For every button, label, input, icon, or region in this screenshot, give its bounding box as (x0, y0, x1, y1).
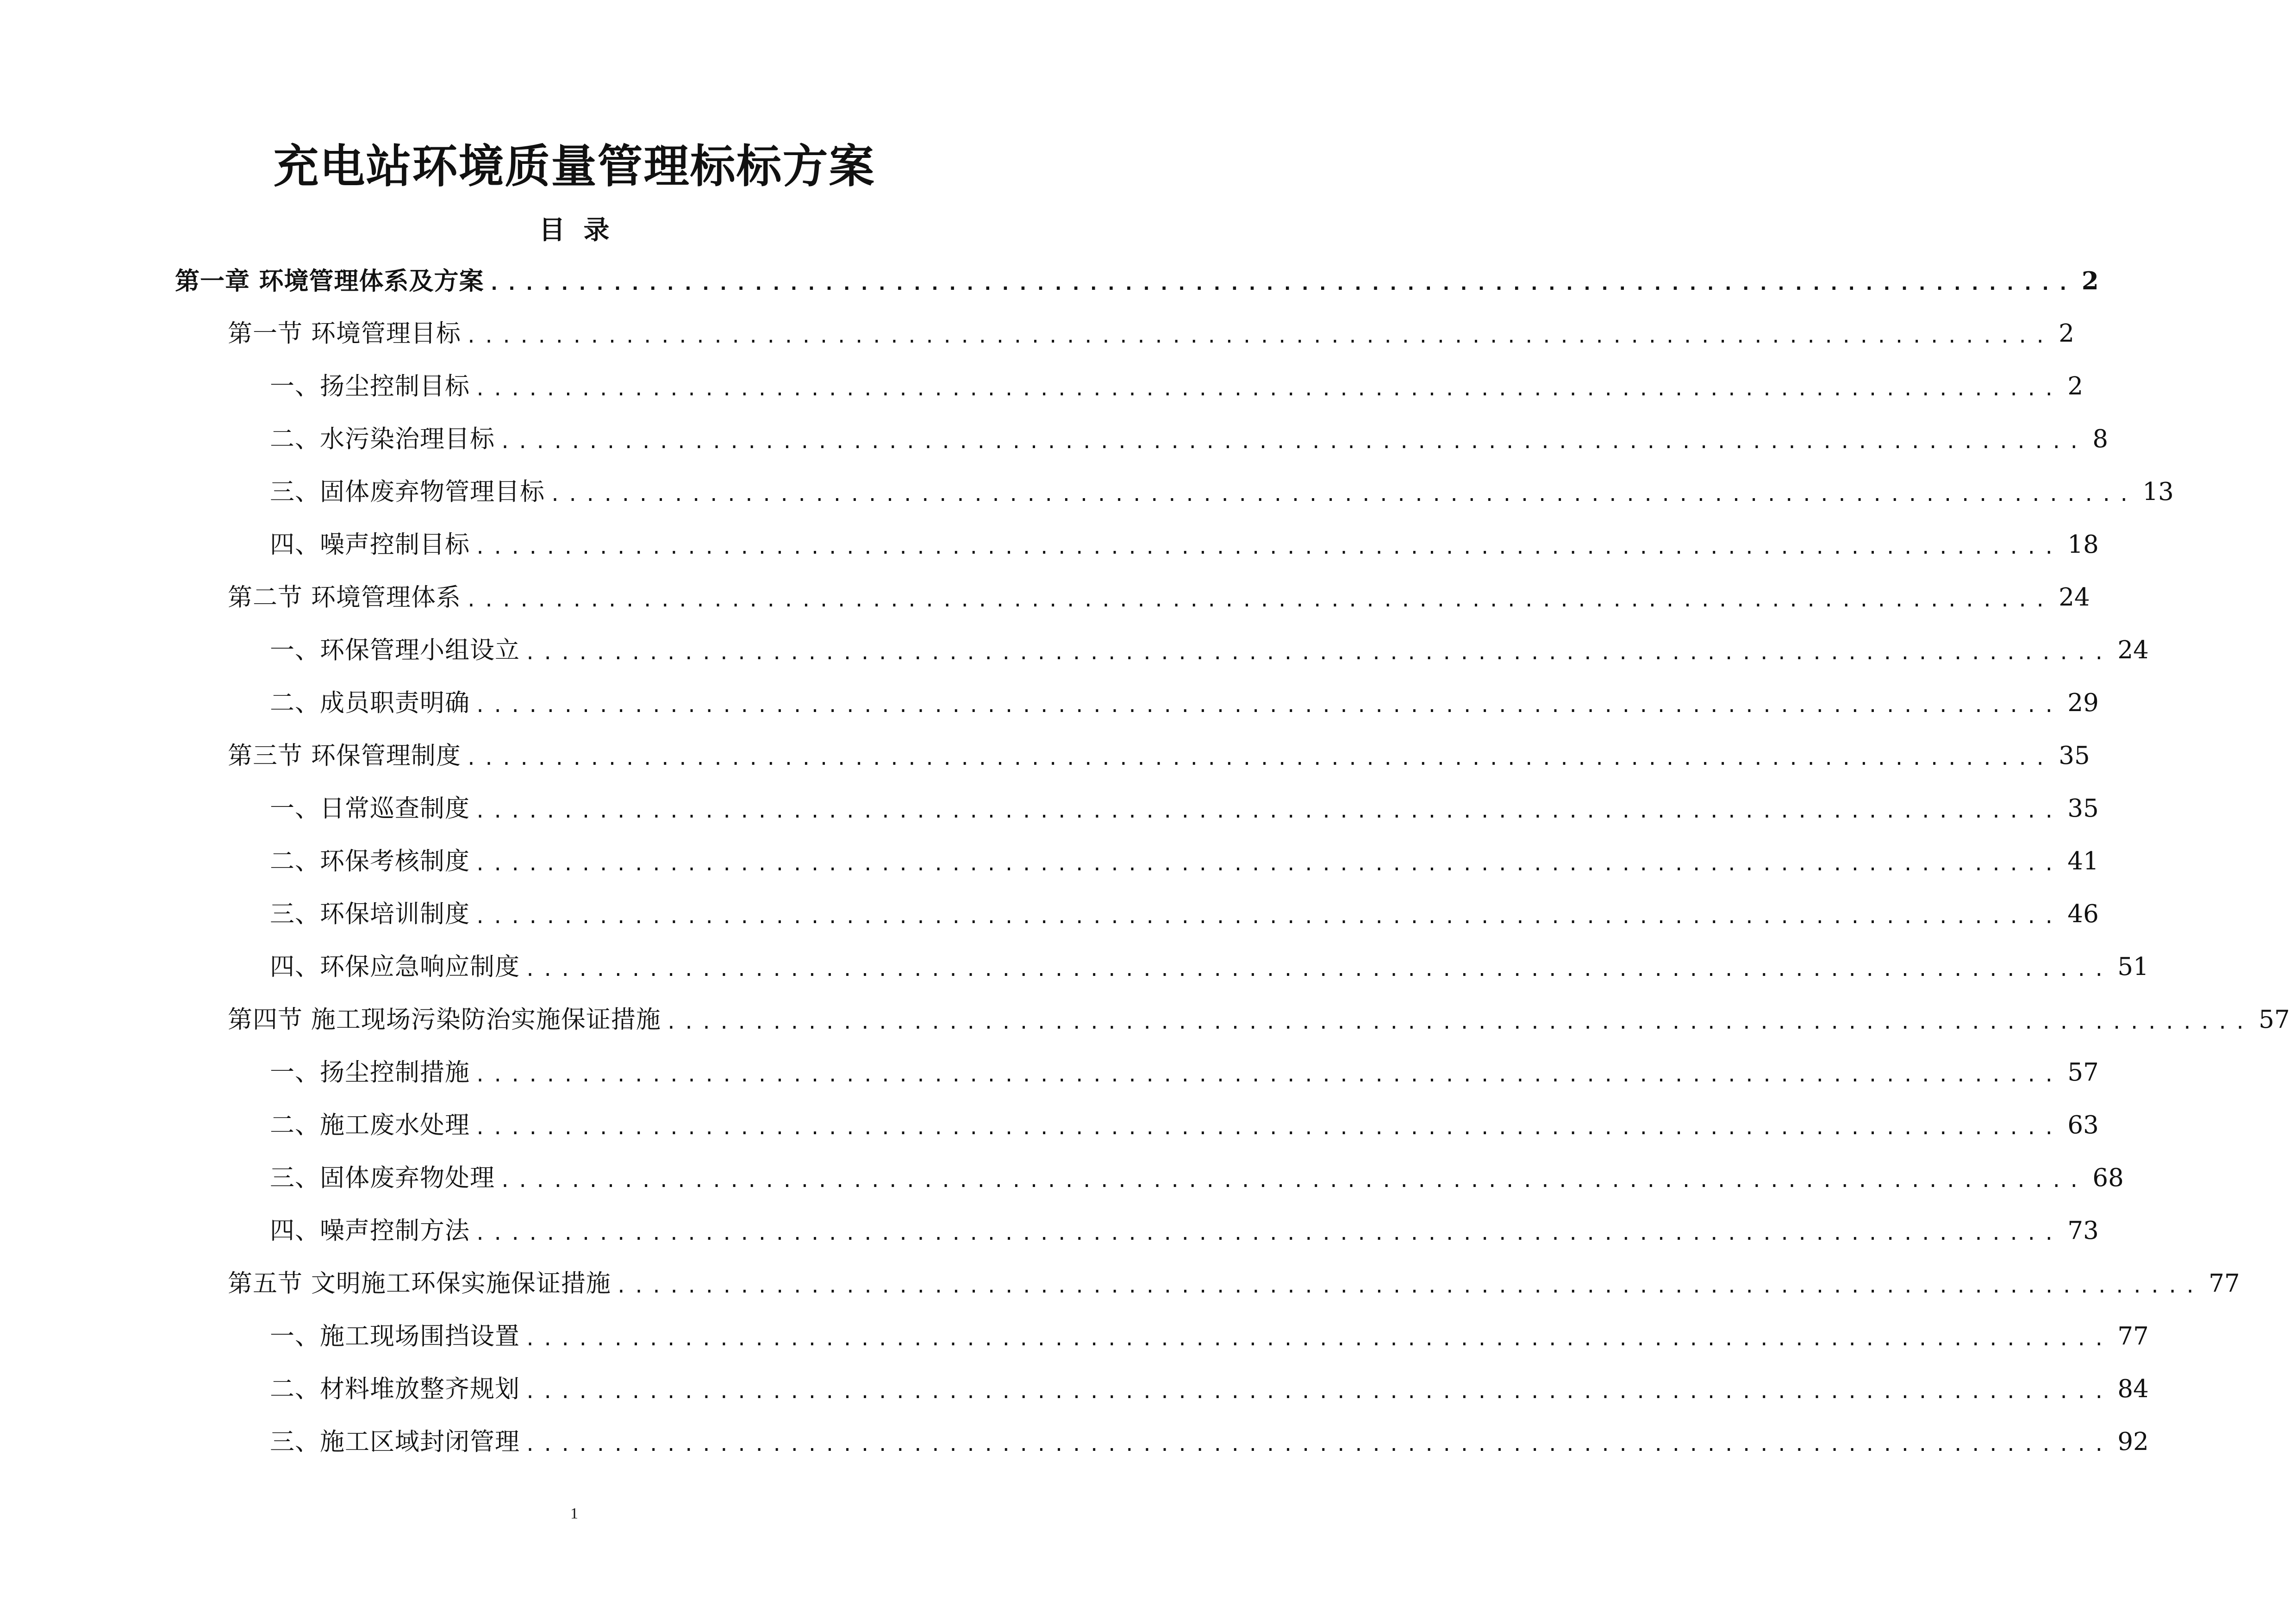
toc-entry-text: 三、施工区域封闭管理 (270, 1428, 520, 1456)
toc-entry[interactable] (0, 1363, 2149, 1416)
document-title: 充电站环境质量管理标标方案 (273, 140, 875, 193)
toc-entry[interactable] (0, 307, 2074, 360)
toc-entry-text: 一、扬尘控制措施 (270, 1058, 470, 1087)
toc-entry-page: 77 (2209, 1269, 2240, 1298)
toc-entry-text: 二、环保考核制度 (270, 847, 470, 875)
toc-entry-page: 35 (2067, 794, 2099, 823)
toc-entry[interactable] (0, 466, 2174, 518)
toc-entry[interactable] (0, 941, 2149, 993)
toc-dot-leader: .......................................................................................... (615, 1276, 2203, 1297)
toc-entry-text: 四、噪声控制目标 (270, 531, 470, 559)
toc-entry-page: 92 (2117, 1428, 2149, 1456)
toc-entry-page: 41 (2067, 847, 2099, 875)
toc-entry[interactable] (0, 1046, 2099, 1099)
toc-entry-text: 第五节 文明施工环保实施保证措施 (228, 1269, 611, 1298)
toc-entry[interactable] (0, 835, 2099, 888)
toc-dot-leader: .......................................................................................... (465, 326, 2053, 347)
toc-dot-leader: .......................................................................................... (465, 590, 2053, 611)
toc-entry[interactable] (0, 993, 2290, 1046)
toc-entry-page: 57 (2259, 1006, 2290, 1034)
toc-dot-leader: .......................................................................................... (524, 1329, 2111, 1350)
toc-entry-page: 73 (2067, 1217, 2099, 1245)
toc-list (0, 255, 2290, 1468)
toc-entry[interactable] (0, 1310, 2149, 1363)
toc-dot-leader: .......................................................................................... (474, 537, 2061, 558)
toc-dot-leader: .......................................................................................... (665, 1012, 2253, 1033)
toc-entry[interactable] (0, 1257, 2240, 1310)
toc-entry[interactable] (0, 1416, 2149, 1468)
toc-entry-page: 46 (2067, 900, 2099, 928)
toc-dot-leader: .......................................................................................... (499, 431, 2086, 453)
toc-entry[interactable] (0, 677, 2099, 730)
toc-entry-page: 24 (2059, 583, 2090, 612)
toc-entry[interactable] (0, 413, 2109, 466)
toc-entry[interactable] (0, 1205, 2099, 1257)
toc-entry-page: 63 (2067, 1111, 2099, 1139)
toc-entry[interactable] (0, 624, 2149, 677)
page-number: 1 (570, 1505, 578, 1522)
toc-entry-text: 三、环保培训制度 (270, 900, 470, 928)
toc-entry-text: 第三节 环保管理制度 (228, 742, 461, 770)
toc-entry-page: 2 (2059, 319, 2074, 348)
toc-heading: 目录 (539, 215, 628, 245)
toc-dot-leader: .......................................................................................... (524, 643, 2111, 664)
toc-entry-text: 四、环保应急响应制度 (270, 953, 520, 981)
toc-entry-page: 35 (2059, 742, 2090, 770)
toc-entry[interactable] (0, 571, 2090, 624)
toc-entry[interactable] (0, 1099, 2099, 1152)
toc-dot-leader: .......................................................................................... (474, 906, 2061, 928)
toc-entry-page: 2 (2067, 372, 2084, 400)
toc-entry[interactable] (0, 518, 2099, 571)
toc-entry-page: 13 (2142, 478, 2174, 506)
toc-dot-leader: .......................................................................................... (524, 1434, 2111, 1455)
toc-entry-text: 一、扬尘控制目标 (270, 372, 470, 400)
toc-dot-leader: .......................................................................................... (474, 854, 2061, 875)
toc-entry[interactable] (0, 1152, 2124, 1205)
toc-entry-page: 68 (2092, 1164, 2124, 1192)
toc-dot-leader: .......................................................................................... (474, 801, 2061, 822)
toc-entry-text: 二、水污染治理目标 (270, 425, 495, 453)
toc-entry-text: 第四节 施工现场污染防治实施保证措施 (228, 1006, 661, 1034)
toc-dot-leader: .......................................................................................... (549, 484, 2136, 506)
toc-dot-leader: .......................................................................................... (488, 273, 2075, 294)
toc-entry-text: 二、施工废水处理 (270, 1111, 470, 1139)
toc-entry[interactable] (0, 730, 2090, 782)
toc-entry-text: 二、材料堆放整齐规划 (270, 1375, 520, 1403)
toc-entry-text: 第二节 环境管理体系 (228, 583, 461, 612)
toc-entry-text: 一、施工现场围挡设置 (270, 1322, 520, 1350)
toc-dot-leader: .......................................................................................... (524, 1381, 2111, 1403)
toc-entry-text: 一、日常巡查制度 (270, 794, 470, 823)
toc-entry[interactable] (0, 255, 2099, 307)
toc-dot-leader: .......................................................................................... (474, 1223, 2061, 1244)
toc-dot-leader: .......................................................................................... (465, 748, 2053, 769)
toc-entry-page: 51 (2117, 953, 2149, 981)
toc-entry-text: 第一章 环境管理体系及方案 (175, 267, 484, 295)
toc-entry-text: 二、成员职责明确 (270, 689, 470, 717)
toc-entry-page: 24 (2117, 636, 2149, 664)
toc-entry-page: 77 (2117, 1322, 2149, 1350)
toc-entry-text: 三、固体废弃物管理目标 (270, 478, 545, 506)
toc-entry-page: 8 (2092, 425, 2109, 453)
toc-entry-text: 第一节 环境管理目标 (228, 319, 461, 348)
toc-dot-leader: .......................................................................................... (474, 695, 2061, 717)
toc-entry-page: 29 (2067, 689, 2099, 717)
toc-entry-page: 18 (2067, 531, 2099, 559)
toc-entry-text: 一、环保管理小组设立 (270, 636, 520, 664)
toc-dot-leader: .......................................................................................... (474, 379, 2061, 400)
toc-entry-page: 2 (2081, 267, 2099, 295)
toc-dot-leader: .......................................................................................... (474, 1065, 2061, 1086)
toc-dot-leader: .......................................................................................... (474, 1118, 2061, 1139)
toc-dot-leader: .......................................................................................... (499, 1170, 2086, 1192)
toc-entry-text: 三、固体废弃物处理 (270, 1164, 495, 1192)
toc-dot-leader: .......................................................................................... (524, 959, 2111, 981)
toc-entry[interactable] (0, 360, 2084, 413)
toc-entry-page: 57 (2067, 1058, 2099, 1087)
toc-entry-text: 四、噪声控制方法 (270, 1217, 470, 1245)
toc-entry[interactable] (0, 888, 2099, 941)
toc-entry-page: 84 (2117, 1375, 2149, 1403)
toc-entry[interactable] (0, 782, 2099, 835)
